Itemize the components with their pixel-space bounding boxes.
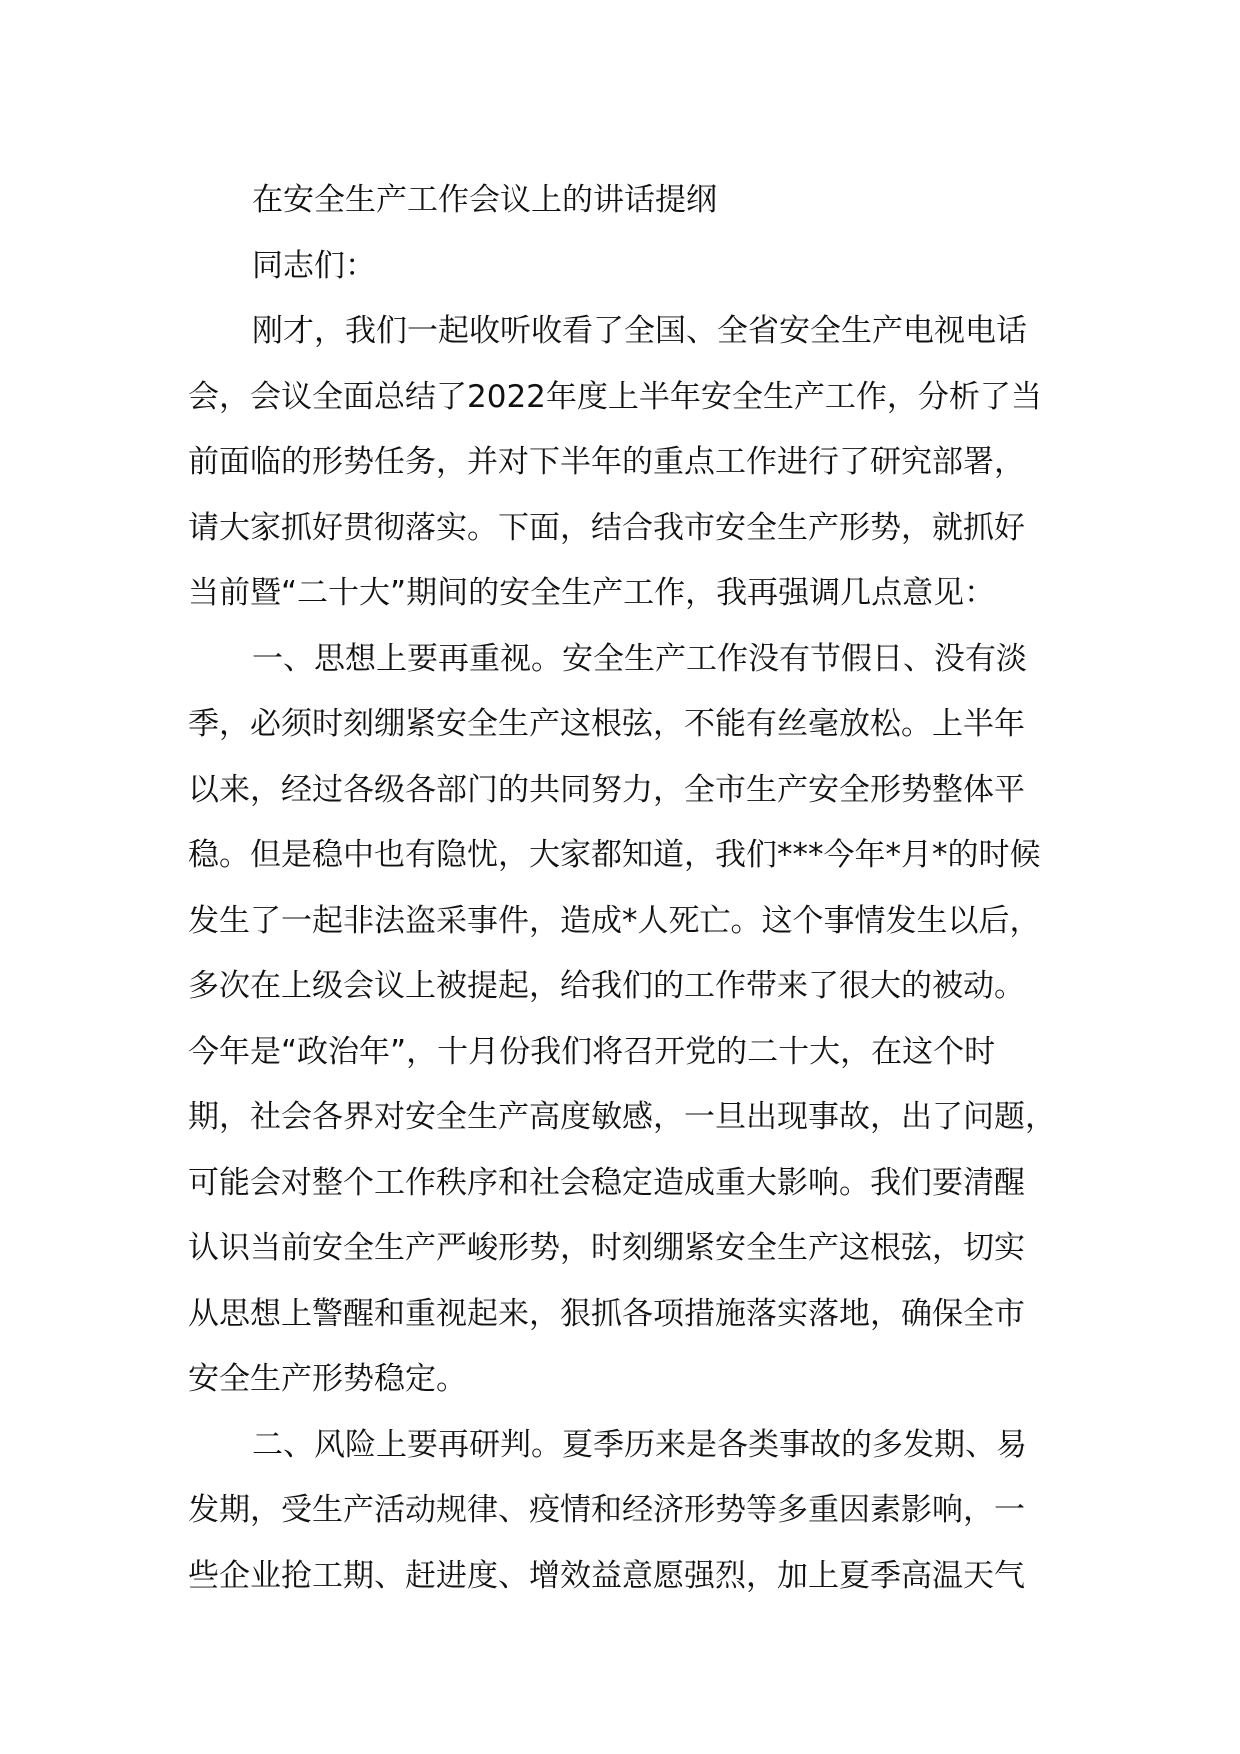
document-title: 在安全生产工作会议上的讲话提纲 [252,182,717,218]
paragraph-line: 今年是“政治年”，十月份我们将召开党的二十大，在这个时 [188,1033,996,1070]
document-body [188,168,1068,1609]
paragraph-line: 发期，受生产活动规律、疫情和经济形势等多重因素影响，一 [188,1492,1025,1528]
paragraph-line: 些企业抢工期、赶进度、增效益意愿强烈，加上夏季高温天气 [188,1557,1025,1594]
paragraph-line: 期，社会各界对安全生产高度敏感，一旦出现事故，出了问题， [188,1099,1056,1135]
paragraph-line: 从思想上警醒和重视起来，狠抓各项措施落实落地，确保全市 [188,1295,1025,1332]
salutation: 同志们： [252,247,376,284]
paragraph-line: 会，会议全面总结了2022年度上半年安全生产工作，分析了当 [188,378,1042,415]
paragraph-line: 当前暨“二十大”期间的安全生产工作，我再强调几点意见： [188,575,996,611]
paragraph-line: 发生了一起非法盗采事件，造成*人死亡。这个事情发生以后， [188,902,1041,939]
paragraph-line: 可能会对整个工作秩序和社会稳定造成重大影响。我们要清醒 [188,1164,1025,1201]
paragraph-line: 一、思想上要再重视。安全生产工作没有节假日、没有淡 [252,640,1027,677]
paragraph-line: 认识当前安全生产严峻形势，时刻绷紧安全生产这根弦，切实 [188,1230,1025,1266]
paragraph-line: 季，必须时刻绷紧安全生产这根弦，不能有丝毫放松。上半年 [188,706,1025,742]
paragraph-line: 请大家抓好贯彻落实。下面，结合我市安全生产形势，就抓好 [188,509,1025,546]
paragraph-line: 二、风险上要再研判。夏季历来是各类事故的多发期、易 [252,1426,1027,1463]
paragraph-line: 稳。但是稳中也有隐忧，大家都知道，我们***今年*月*的时候 [188,837,1041,873]
paragraph-line: 安全生产形势稳定。 [188,1361,467,1397]
paragraph-line: 前面临的形势任务，并对下半年的重点工作进行了研究部署， [188,444,1025,480]
paragraph-line: 以来，经过各级各部门的共同努力，全市生产安全形势整体平 [188,771,1025,808]
paragraph-line: 刚才，我们一起收听收看了全国、全省安全生产电视电话 [252,313,1027,349]
paragraph-line: 多次在上级会议上被提起，给我们的工作带来了很大的被动。 [188,968,1025,1004]
